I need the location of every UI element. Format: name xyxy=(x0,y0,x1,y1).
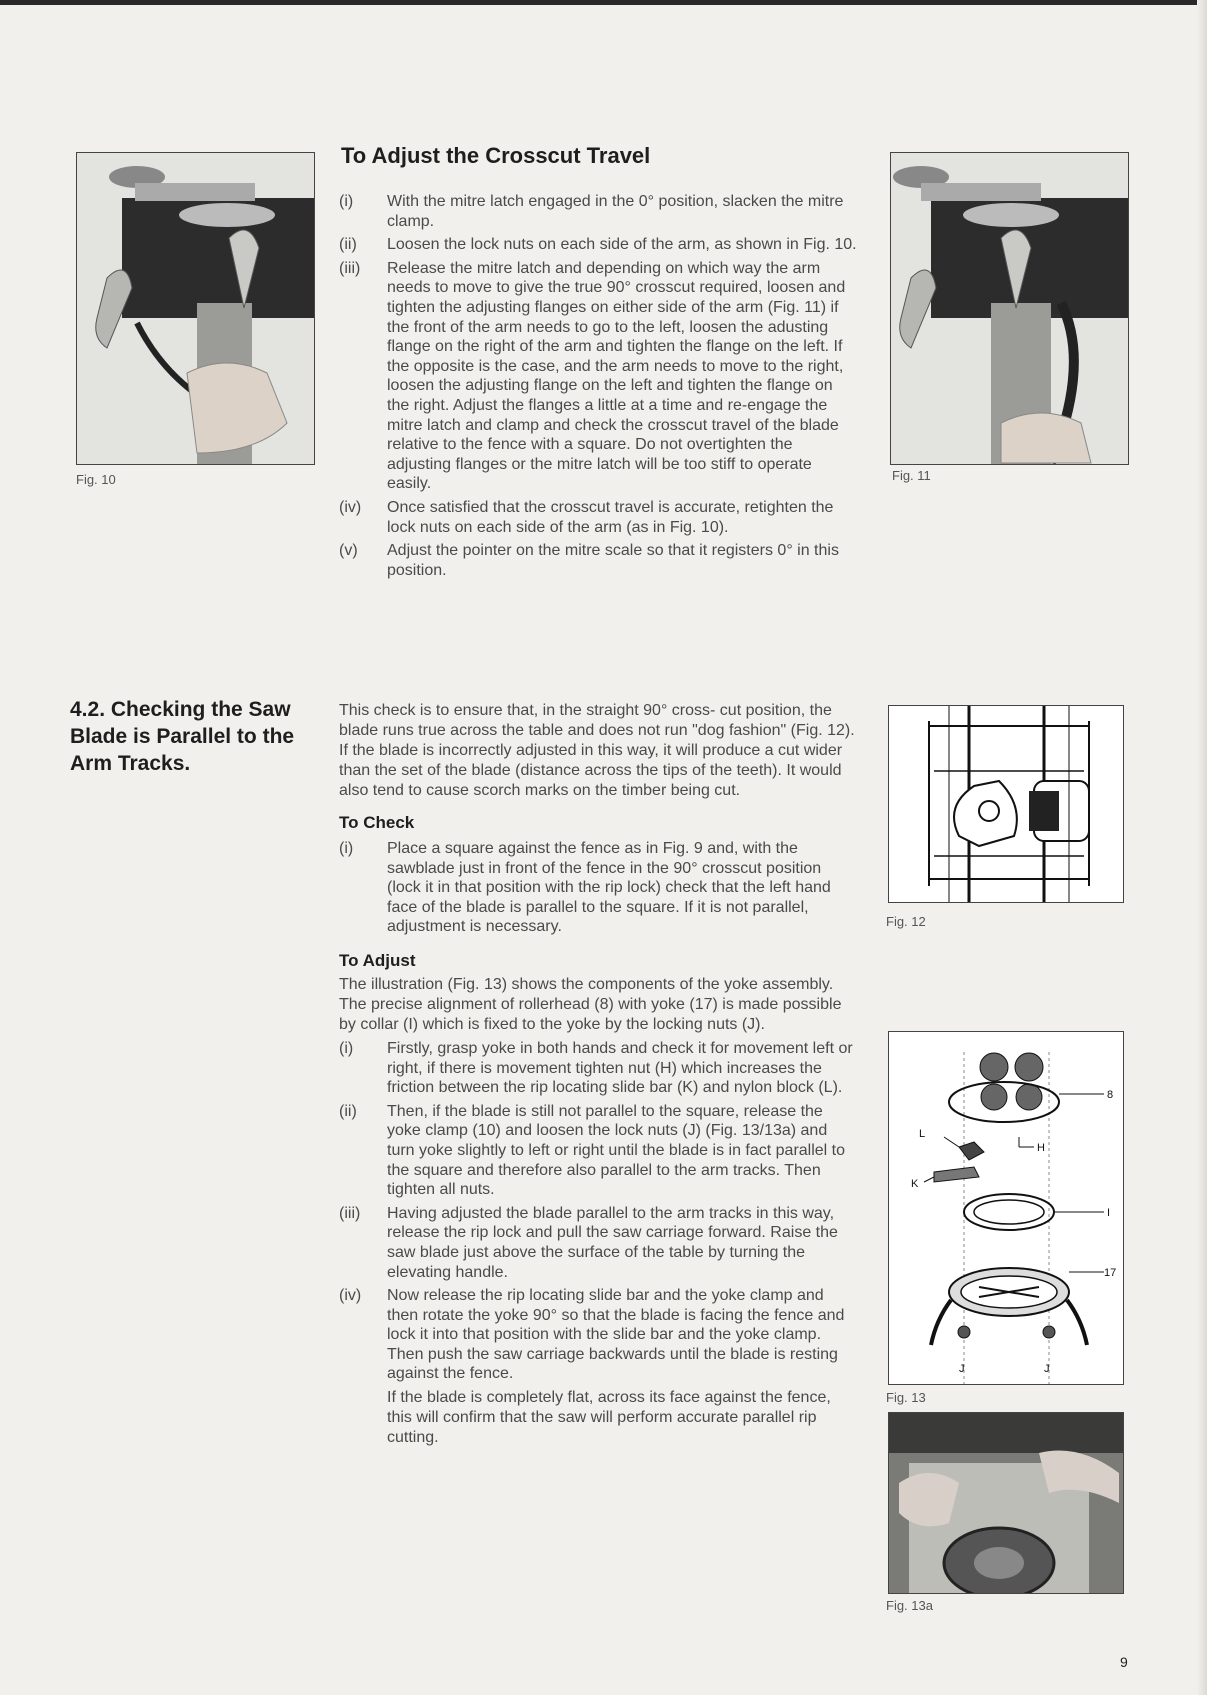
label-17: 17 xyxy=(1104,1267,1117,1279)
fig10-illustration xyxy=(77,153,314,464)
fig13-diagram xyxy=(888,1031,1124,1385)
label-k: K xyxy=(911,1178,919,1190)
item-number: (i) xyxy=(339,1039,354,1057)
fig11-photo xyxy=(890,152,1129,465)
fig12-caption: Fig. 12 xyxy=(886,914,926,929)
item-text: Now release the rip locating slide bar and the yoke clamp and then rotate the yoke 90° so that the blade is facing the fence and lock it into that position with the slide bar and the yoke clamp. Then push the saw carriage backwards until the blade is resting against the fence. xyxy=(387,1287,845,1383)
section-42-intro: This check is to ensure that, in the straight 90° cross- cut position, the blade runs true across the table and does not run "dog fashion" (Fig. 12). If the blade is incorrectly adjusted in this way, it will produce a cut wider than the set of the blade (distance across the tips of the teeth). It would also tend to cause scorch marks on the timber being cut. xyxy=(339,702,855,799)
to-adjust-intro: The illustration (Fig. 13) shows the components of the yoke assembly. The precise alignment of rollerhead (8) with yoke (17) is made possible by collar (I) which is fixed to the yoke by the locking nuts (J). xyxy=(339,975,842,1033)
section-42-heading: 4.2. Checking the Saw Blade is Parallel to the Arm Tracks. xyxy=(70,698,295,775)
to-adjust-heading: To Adjust xyxy=(339,950,416,970)
to-check-heading: To Check xyxy=(339,813,415,832)
item-number: (v) xyxy=(339,542,358,560)
page-top-edge xyxy=(0,0,1207,5)
list-item xyxy=(339,192,859,231)
label-j-right: J xyxy=(1044,1363,1050,1375)
crosscut-steps xyxy=(339,192,859,584)
item-text: Firstly, grasp yoke in both hands and check it for movement left or right, if there is movement tighten nut (H) which increases the friction between the rip locating slide bar (K) and nylon block (L). xyxy=(387,1039,853,1097)
item-number: (ii) xyxy=(339,236,357,254)
section-42-body xyxy=(339,701,859,1448)
item-text: Having adjusted the blade parallel to the arm tracks in this way, release the rip lock and pull the saw carriage forward. Raise the saw blade just above the surface of the table by turning the elevating handle. xyxy=(387,1204,838,1281)
item-number: (iii) xyxy=(339,1204,361,1222)
label-8: 8 xyxy=(1107,1089,1114,1101)
fig10-photo xyxy=(76,152,315,465)
to-check-steps xyxy=(339,839,859,937)
item-number: (i) xyxy=(339,840,354,857)
crosscut-heading: To Adjust the Crosscut Travel xyxy=(341,143,651,168)
page-right-edge xyxy=(1197,0,1207,1695)
fig10-caption: Fig. 10 xyxy=(76,472,116,487)
list-item xyxy=(339,498,859,537)
fig12-diagram xyxy=(888,705,1124,903)
fig12-illustration xyxy=(889,706,1123,902)
item-number: (i) xyxy=(339,193,354,210)
item-text: With the mitre latch engaged in the 0° position, slacken the mitre clamp. xyxy=(387,193,844,230)
fig11-illustration xyxy=(891,153,1128,464)
item-text: Adjust the pointer on the mitre scale so that it registers 0° in this position. xyxy=(387,542,839,579)
page-number: 9 xyxy=(1120,1654,1128,1670)
item-text: Release the mitre latch and depending on which way the arm needs to move to give the true 90° crosscut required, loosen and tighten the adjusting flanges on either side of the arm (Fig. 11) if the front of the arm needs to go to the left, loosen the adusting flange on the right of the arm and tighten the flange on the left. If the opposite is the case, and the arm needs to move to the right, loosen the adjusting flange on the left and tighten the flange on the right. Adjust the flanges a little at a time and re-engage the mitre latch and clamp and check the crosscut travel of the blade relative to the fence with a square. Do not overtighten the adjusting flanges or the mitre latch will be too stiff to operate easily. xyxy=(387,259,846,493)
fig13-illustration xyxy=(889,1032,1123,1384)
label-j-left: J xyxy=(959,1363,965,1375)
item-number: (ii) xyxy=(339,1102,357,1120)
to-adjust-closing: If the blade is completely flat, across its face against the fence, this will confirm that the saw will perform accurate parallel rip cutting. xyxy=(387,1389,831,1447)
item-text: Once satisfied that the crosscut travel is accurate, retighten the lock nuts on each side of the arm (as in Fig. 10). xyxy=(387,498,834,536)
fig11-caption: Fig. 11 xyxy=(892,468,931,483)
fig13a-photo xyxy=(888,1412,1124,1594)
list-item xyxy=(339,1102,859,1200)
item-text: Place a square against the fence as in Fig. 9 and, with the sawblade just in front of the fence in the 90° crosscut position (lock it in that position with the rip lock) check that the left hand face of the blade is parallel to the square. If it is not parallel, adjustment is necessary. xyxy=(387,840,831,936)
list-item xyxy=(339,259,859,494)
fig13a-caption: Fig. 13a xyxy=(886,1598,933,1613)
list-item xyxy=(339,541,859,580)
to-adjust-steps xyxy=(339,1039,859,1384)
item-text: Loosen the lock nuts on each side of the arm, as shown in Fig. 10. xyxy=(387,236,857,254)
list-item xyxy=(339,1204,859,1282)
label-l: L xyxy=(919,1128,926,1140)
fig13a-illustration xyxy=(889,1413,1123,1593)
label-h: H xyxy=(1037,1142,1045,1154)
item-text: Then, if the blade is still not parallel to the square, release the yoke clamp (10) and loosen the lock nuts (J) (Fig. 13/13a) and turn yoke slightly to left or right until the blade is in fact parallel to the square and therefore also parallel to the arm tracks. Then tighten all nuts. xyxy=(387,1102,846,1199)
list-item xyxy=(339,235,859,255)
list-item xyxy=(339,1286,859,1384)
label-i: I xyxy=(1107,1207,1111,1219)
item-number: (iv) xyxy=(339,1287,362,1305)
item-number: (iv) xyxy=(339,498,362,516)
list-item xyxy=(339,839,859,937)
item-number: (iii) xyxy=(339,259,361,277)
list-item xyxy=(339,1039,859,1098)
fig13-caption: Fig. 13 xyxy=(886,1390,926,1405)
